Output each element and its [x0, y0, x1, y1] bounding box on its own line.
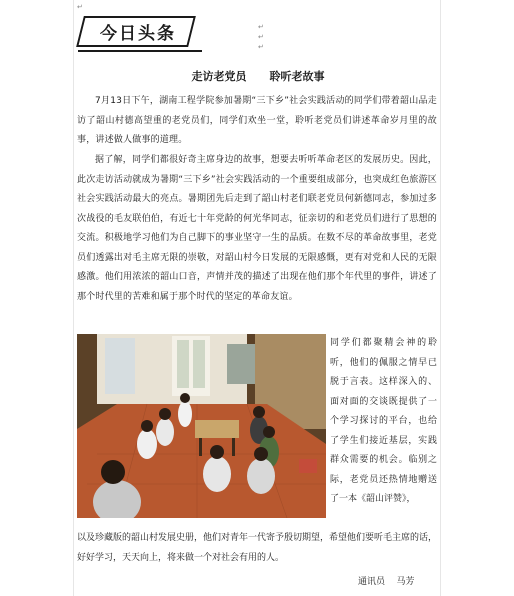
article-headline: 走访老党员 聆听老故事 — [191, 70, 325, 83]
photo-illustration — [77, 334, 326, 518]
paragraph-mark: ↵ — [77, 3, 83, 11]
group-conversation-photo — [77, 334, 326, 518]
article-side-text: 同学们都聚精会神的聆听，他们的佩服之情早已脱于言表。这样深入的、面对面的交谈既提供了一个学习探讨的平台，也给了学生们接近基层，实践群众需要的机会。临别之际，老党员还热情地赠送了一本《韶山评赞》， — [330, 338, 437, 504]
masthead-rule — [78, 50, 202, 52]
article-paragraph-2 — [77, 151, 437, 307]
article-closing-text: 以及珍藏版的韶山村发展史册，他们对青年一代寄予殷切期望，希望他们要听毛主席的话，好好学习，天天向上，将来做一个对社会有用的人。 — [77, 533, 438, 563]
paragraph-2-text: 据了解，同学们都很好奇主席身边的故事，想要去听听革命老区的发展历史。因此，此次走访活动就成为暑期“三下乡”社会实践活动的一个重要组成部分，也突成红色旅游区社会实践活动最大的亮点。暑期团先后走到了韶山村老们联老党员何新德同志，参加过多次战役的毛友联伯伯，有近七十年党龄的何光华同志，征亲切的和老党员们进行了思想的交流。积极地学习他们为自己脚下的事业坚守一生的品质。在数不尽的革命故事里，老党员们透露出对毛主席无限的崇敬，对韶山村今日发展的无限感慨，更有对党和人民的无限感激。他们用浓浓的韶山口音，声情并茂的描述了出现在他们那个年代里的事件，讲述了那个时代里的苦难和属于那个时代的坚定的革命友谊。 — [77, 155, 437, 302]
masthead — [76, 12, 202, 52]
page-right-margin-guide — [440, 0, 441, 596]
article-paragraph-1 — [77, 92, 437, 151]
paragraph-marks: ↵ ↵ ↵ — [258, 23, 264, 51]
page-left-margin-guide — [73, 0, 74, 596]
paragraph-1-text: 7月13日下午，湖南工程学院参加暑期“三下乡”社会实践活动的同学们带着韶山品走访了韶山村德高望重的老党员们，同学们欢坐一堂，聆听老党员们讲述革命岁月里的故事，讲述做人做事的道理。 — [77, 96, 437, 145]
article-byline: 通讯员 马芳 — [358, 577, 415, 587]
masthead-title: 今日头条 — [100, 24, 176, 44]
